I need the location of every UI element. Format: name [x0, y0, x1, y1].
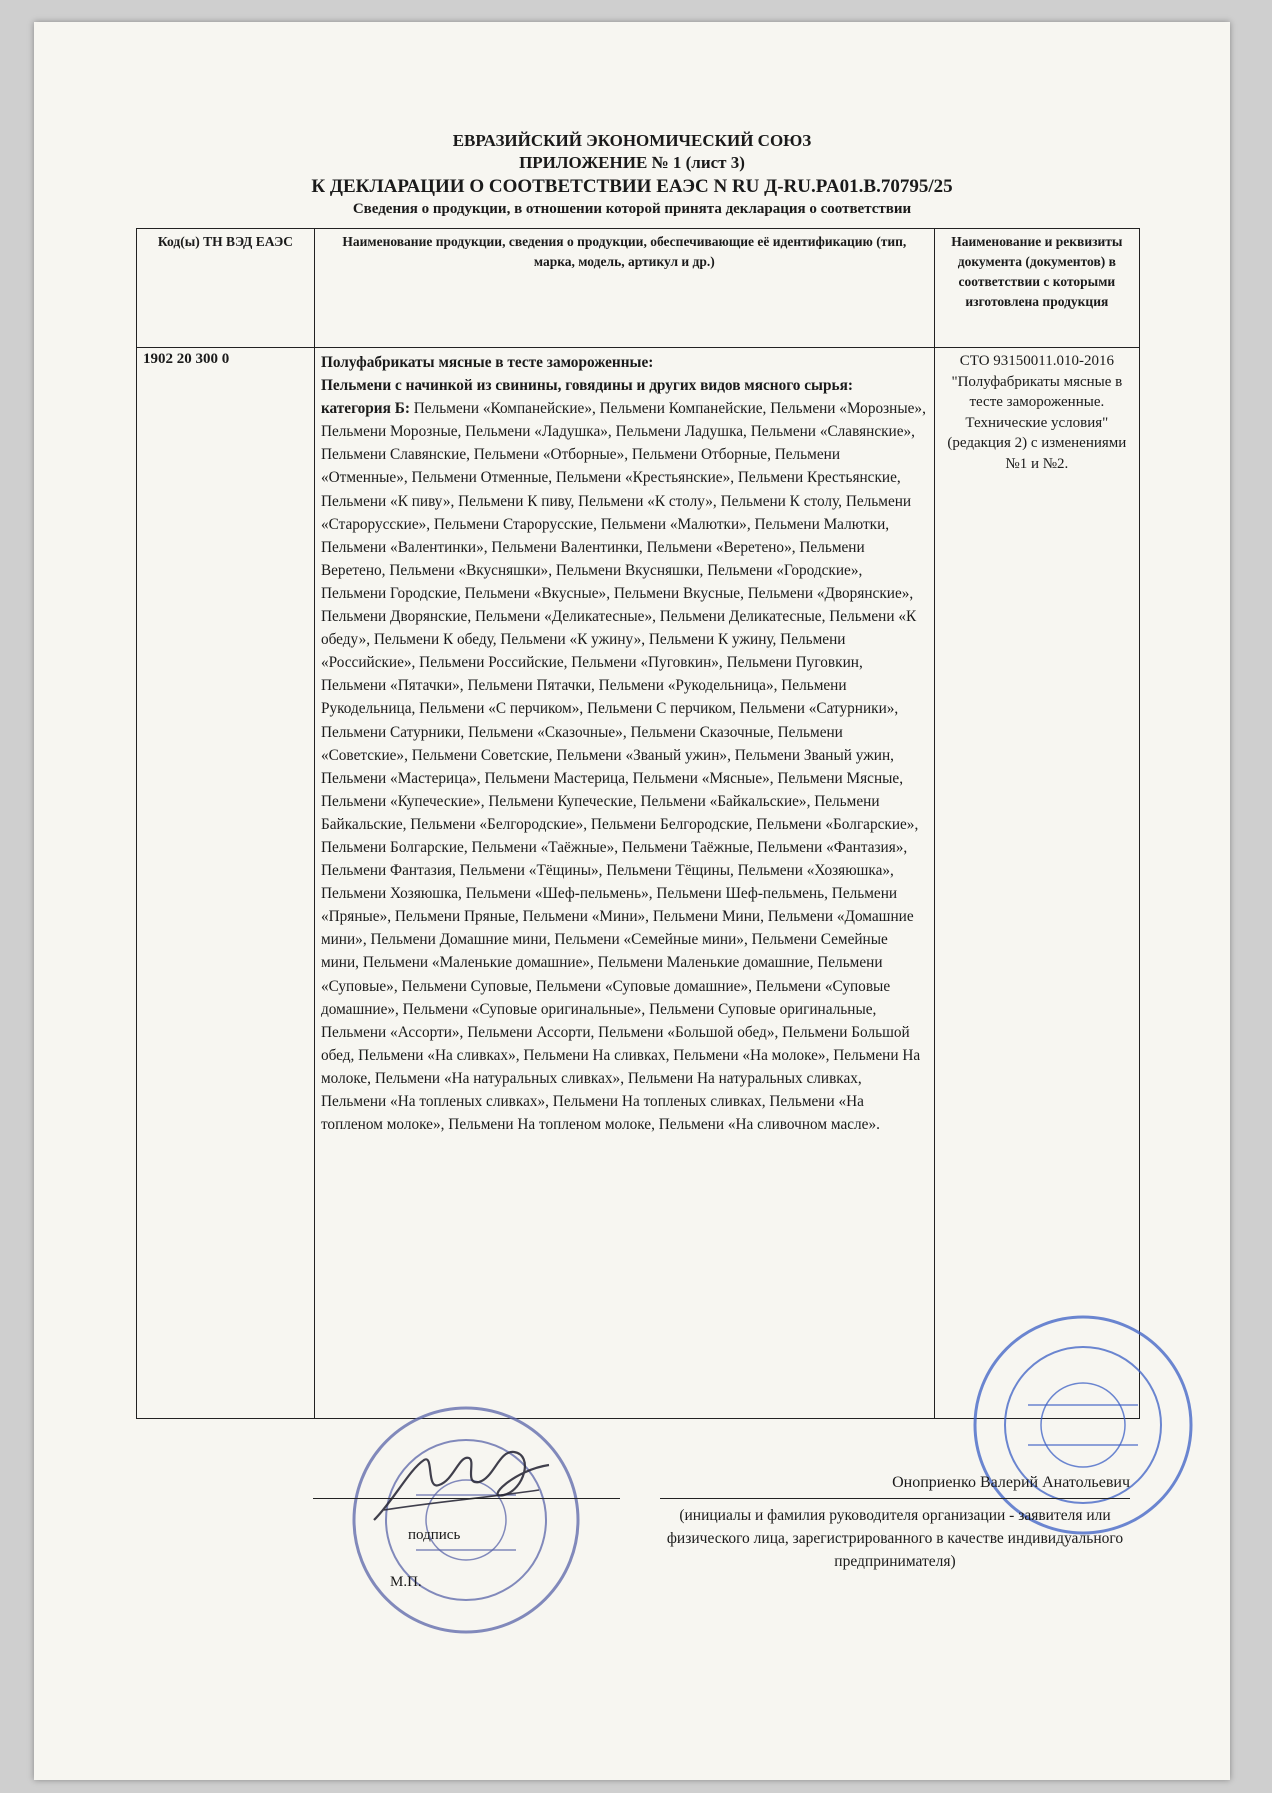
document-header [34, 130, 1230, 219]
signer-name-line [660, 1498, 1130, 1499]
signature-stroke [374, 1452, 549, 1520]
section-subtitle: Сведения о продукции, в отношении которой принята декларация о соответствии [352, 201, 912, 217]
handwritten-signature [364, 1440, 564, 1530]
document-page [34, 22, 1230, 1780]
seal-center-ring [1041, 1383, 1125, 1467]
signer-name: Оноприенко Валерий Анатольевич [892, 1474, 1130, 1491]
signature-label: подпись [408, 1527, 461, 1543]
union-title: ЕВРАЗИЙСКИЙ ЭКОНОМИЧЕСКИЙ СОЮЗ [452, 131, 812, 150]
stamp-label: М.П. [390, 1574, 422, 1590]
product-list-block [321, 397, 928, 1136]
declaration-title: К ДЕКЛАРАЦИИ О СООТВЕТСТВИИ ЕАЭС N RU Д-RU.PA01.B.70795/25 [311, 176, 953, 197]
product-list: Пельмени «Компанейские», Пельмени Компанейские, Пельмени «Морозные», Пельмени Морозные, Пельмени «Ладушка», Пельмени Ладушка, Пельмени «Славянские», Пельмени Славянские, Пельмени «Отборные», Пельмени Отборные, Пельмени «Отменные», Пельмени Отменные, Пельмени «Крестьянские», Пельмени Крестьянские, Пельмени «К пиву», Пельмени К пиву, Пельмени «К столу», Пельмени К столу, Пельмени «Старорусские», Пельмени Старорусские, Пельмени «Малютки», Пельмени Малютки, Пельмени «Валентинки», Пельмени Валентинки, Пельмени «Веретено», Пельмени Веретено, Пельмени «Вкусняшки», Пельмени Вкусняшки, Пельмени «Городские», Пельмени Городские, Пельмени «Вкусные», Пельмени Вкусные, Пельмени «Дворянские», Пельмени Дворянские, Пельмени «Деликатесные», Пельмени Деликатесные, Пельмени «К обеду», Пельмени К обеду, Пельмени «К ужину», Пельмени К ужину, Пельмени «Российские», Пельмени Российские, Пельмени «Пуговкин», Пельмени Пуговкин, Пельмени «Пятачки», Пельмени Пятачки, Пельмени «Рукодельница», Пельмени Рукодельница, Пельмени «С перчиком», Пельмени С перчиком, Пельмени «Сатурники», Пельмени Сатурники, Пельмени «Сказочные», Пельмени Сказочные, Пельмени «Советские», Пельмени Советские, Пельмени «Званый ужин», Пельмени Званый ужин, Пельмени «Мастерица», Пельмени Мастерица, Пельмени «Мясные», Пельмени Мясные, Пельмени «Купеческие», Пельмени Купеческие, Пельмени «Байкальские», Пельмени Байкальские, Пельмени «Белгородские», Пельмени Белгородские, Пельмени «Болгарские», Пельмени Болгарские, Пельмени «Таёжные», Пельмени Таёжные, Пельмени «Фантазия», Пельмени Фантазия, Пельмени «Тёщины», Пельмени Тёщины, Пельмени «Хозяюшка», Пельмени Хозяюшка, Пельмени «Шеф-пельмень», Пельмени Шеф-пельмень, Пельмени «Пряные», Пельмени Пряные, Пельмени «Мини», Пельмени Мини, Пельмени «Домашние мини», Пельмени Домашние мини, Пельмени «Семейные мини», Пельмени Семейные мини, Пельмени «Маленькие домашние», Пельмени Маленькие домашние, Пельмени «Суповые», Пельмени Суповые, Пельмени «Суповые домашние», Пельмени «Суповые домашние», Пельмени «Суповые оригинальные», Пельмени Суповые оригинальные, Пельмени «Ассорти», Пельмени Ассорти, Пельмени «Большой обед», Пельмени Большой обед, Пельмени «На сливках», Пельмени На сливках, Пельмени «На молоке», Пельмени На молоке, Пельмени «На натуральных сливках», Пельмени На натуральных сливках, Пельмени «На топленых сливках», Пельмени На топленых сливках, Пельмени «На топленом молоке», Пельмени На топленом молоке, Пельмени «На сливочном масле». [320, 400, 926, 1134]
signature-underline [384, 1490, 539, 1510]
col-header-product: Наименование продукции, сведения о продукции, обеспечивающие её идентификацию (тип, марка, модель, артикул и др.) [314, 229, 934, 348]
col-header-standard: Наименование и реквизиты документа (документов) в соответствии с которыми изготовлена продукция [934, 229, 1139, 348]
product-table [136, 228, 1140, 1419]
table-row [137, 348, 1140, 1419]
standard-cell: СТО 93150011.010-2016 "Полуфабрикаты мясные в тесте замороженные. Технические условия" (редакция 2) с изменениями №1 и №2. [934, 348, 1139, 1419]
col-header-code: Код(ы) ТН ВЭД ЕАЭС [137, 229, 315, 348]
product-subtitle: Пельмени с начинкой из свинины, говядины и других видов мясного сырья: [320, 377, 853, 395]
product-title: Полуфабрикаты мясные в тесте замороженные: [320, 354, 654, 371]
signature-line [313, 1498, 620, 1499]
seal-outer-ring [975, 1317, 1191, 1533]
signer-caption: (инициалы и фамилия руководителя организации - заявителя или физического лица, зарегистрированного в качестве индивидуального предпринимателя) [666, 1507, 1124, 1570]
category-label: категория Б: [320, 400, 410, 418]
table-header-row [137, 229, 1140, 348]
product-cell [314, 348, 934, 1419]
hs-code-cell: 1902 20 300 0 [137, 348, 315, 1419]
appendix-title: ПРИЛОЖЕНИЕ № 1 (лист 3) [519, 153, 745, 172]
